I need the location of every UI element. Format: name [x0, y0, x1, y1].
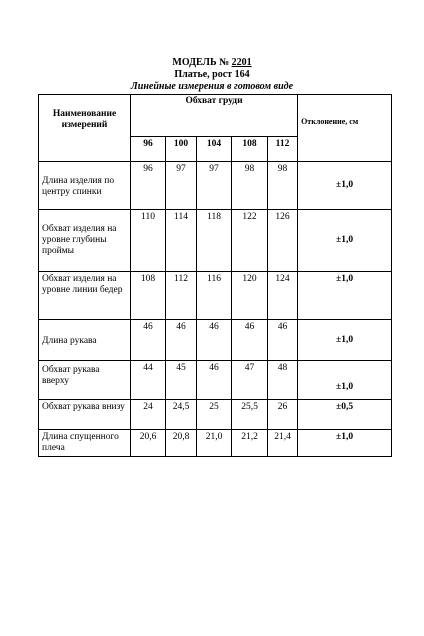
cell-value: 21,0: [197, 430, 232, 457]
size-header: 112: [268, 137, 298, 162]
cell-value: 122: [232, 210, 268, 272]
cell-value: 47: [232, 361, 268, 400]
cell-value: 44: [131, 361, 166, 400]
cell-value: 24: [131, 400, 166, 430]
row-name: Обхват рукава внизу: [39, 400, 131, 430]
row-name: Длина изделия по центру спинки: [39, 162, 131, 210]
chest-girth-header: Обхват груди: [131, 95, 298, 137]
table-row: [39, 430, 392, 457]
size-header: 104: [197, 137, 232, 162]
size-header: 100: [166, 137, 197, 162]
cell-value: 110: [131, 210, 166, 272]
table-row: [39, 272, 392, 320]
cell-value: 46: [131, 320, 166, 361]
cell-value: 116: [197, 272, 232, 320]
row-deviation: ±1,0: [298, 430, 392, 457]
cell-value: 98: [232, 162, 268, 210]
cell-value: 96: [131, 162, 166, 210]
row-name: Обхват изделия на уровне линии бедер: [39, 272, 131, 320]
cell-value: 46: [268, 320, 298, 361]
cell-value: 25: [197, 400, 232, 430]
table-caption: Линейные измерения в готовом виде: [130, 81, 294, 92]
cell-value: 46: [166, 320, 197, 361]
cell-value: 112: [166, 272, 197, 320]
table-row: [39, 320, 392, 361]
size-header: 96: [131, 137, 166, 162]
dress-subtitle: Платье, рост 164: [174, 69, 250, 80]
cell-value: 26: [268, 400, 298, 430]
row-name: Длина рукава: [39, 320, 131, 361]
row-deviation: ±0,5: [298, 400, 392, 430]
cell-value: 46: [197, 320, 232, 361]
cell-value: 97: [197, 162, 232, 210]
row-deviation: ±1,0: [298, 162, 392, 210]
measurements-table: [38, 94, 392, 457]
row-deviation: ±1,0: [298, 361, 392, 400]
table-row: [39, 400, 392, 430]
measurement-name-header: Наименование измерений: [39, 95, 131, 162]
cell-value: 25,5: [232, 400, 268, 430]
model-title: [0, 57, 424, 69]
row-deviation: ±1,0: [298, 210, 392, 272]
cell-value: 118: [197, 210, 232, 272]
table-row: [39, 210, 392, 272]
cell-value: 21,4: [268, 430, 298, 457]
cell-value: 45: [166, 361, 197, 400]
row-deviation: ±1,0: [298, 320, 392, 361]
model-number: 2201: [231, 57, 252, 68]
row-deviation: ±1,0: [298, 272, 392, 320]
cell-value: 108: [131, 272, 166, 320]
cell-value: 120: [232, 272, 268, 320]
cell-value: 114: [166, 210, 197, 272]
cell-value: 97: [166, 162, 197, 210]
size-header: 108: [232, 137, 268, 162]
cell-value: 20,8: [166, 430, 197, 457]
model-prefix: МОДЕЛЬ №: [172, 57, 230, 68]
cell-value: 124: [268, 272, 298, 320]
deviation-header: Отклонение, см: [298, 95, 392, 162]
row-name: Длина спущенного плеча: [39, 430, 131, 457]
cell-value: 46: [232, 320, 268, 361]
cell-value: 24,5: [166, 400, 197, 430]
cell-value: 98: [268, 162, 298, 210]
table-row: [39, 361, 392, 400]
row-name: Обхват изделия на уровне глубины проймы: [39, 210, 131, 272]
cell-value: 46: [197, 361, 232, 400]
cell-value: 21,2: [232, 430, 268, 457]
cell-value: 48: [268, 361, 298, 400]
row-name: Обхват рукава вверху: [39, 361, 131, 400]
table-row: [39, 162, 392, 210]
cell-value: 20,6: [131, 430, 166, 457]
cell-value: 126: [268, 210, 298, 272]
